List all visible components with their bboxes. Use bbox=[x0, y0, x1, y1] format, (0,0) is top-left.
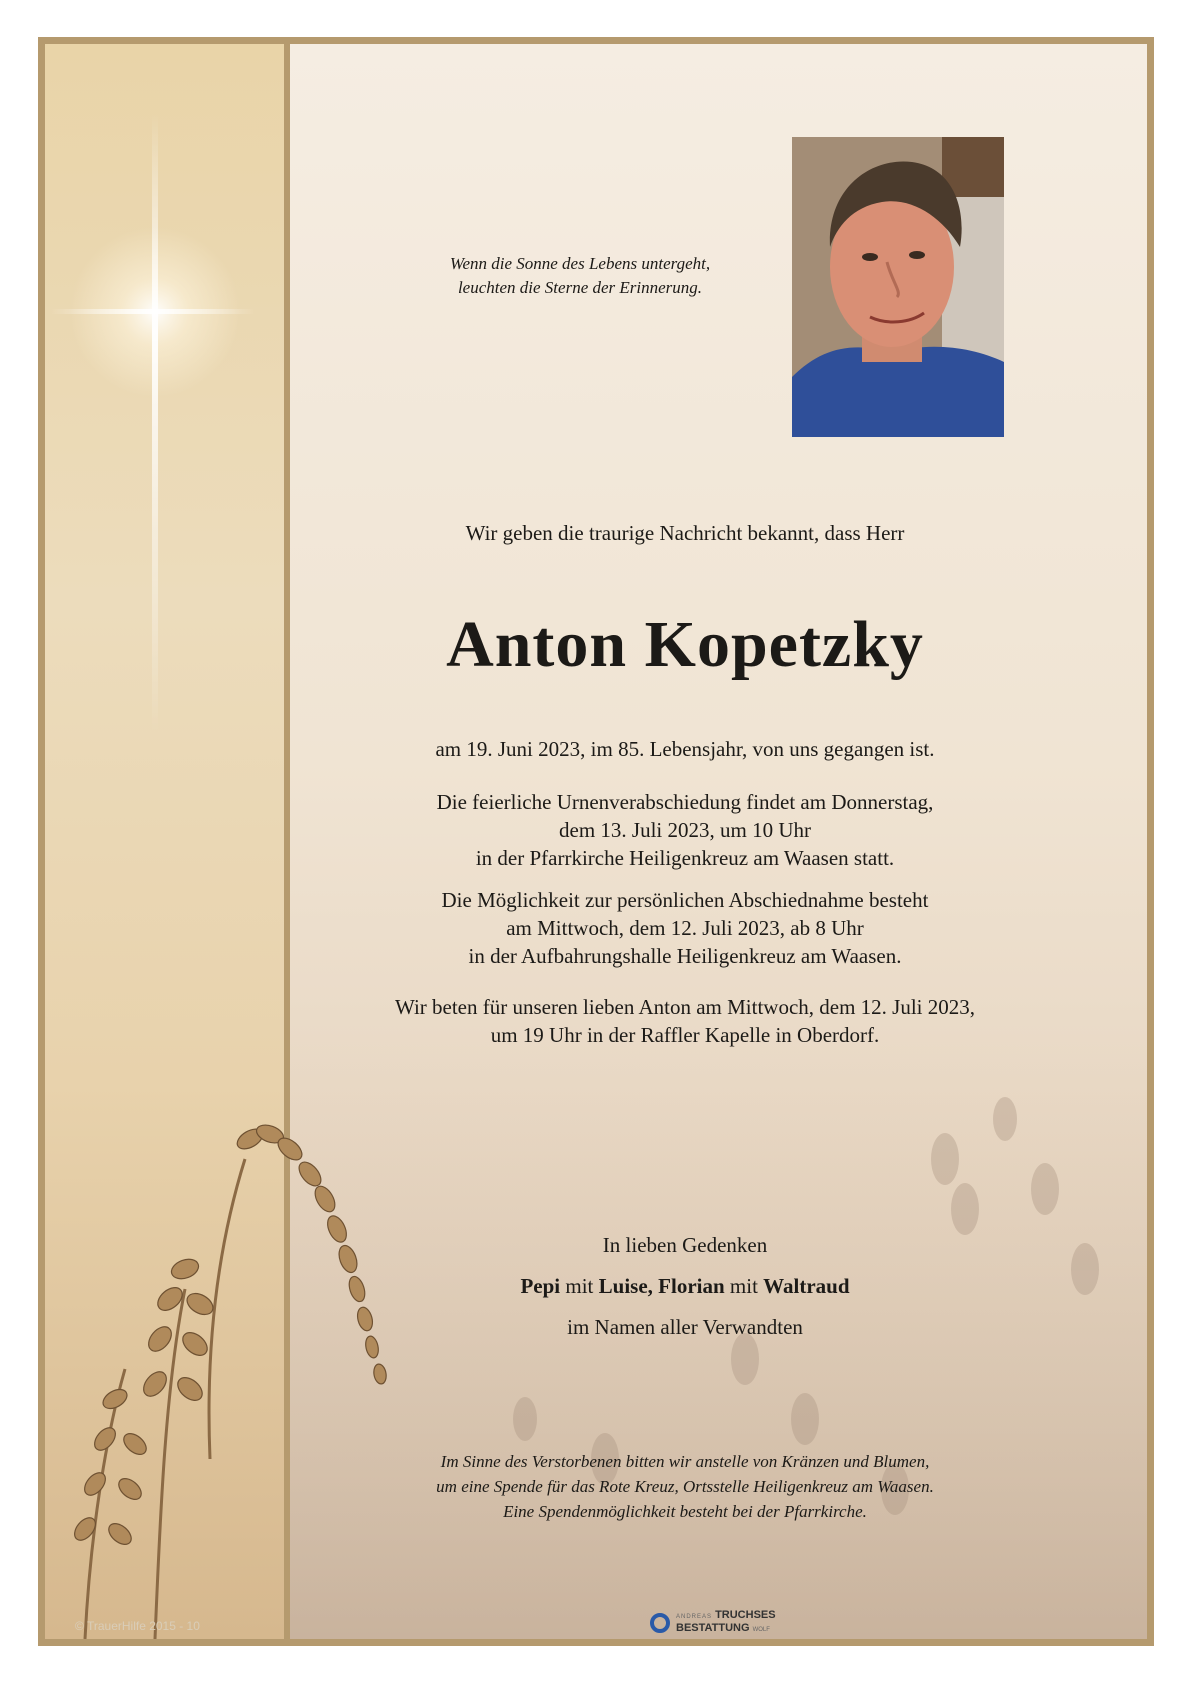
family-signature bbox=[285, 1225, 1085, 1348]
family-names bbox=[285, 1266, 1085, 1307]
prayer-info bbox=[285, 993, 1085, 1049]
logo-text bbox=[676, 1610, 776, 1636]
death-notice bbox=[285, 735, 1085, 763]
logo-prefix: ANDREAS bbox=[676, 1614, 713, 1620]
portrait-photo bbox=[792, 137, 1004, 437]
donation-line: Eine Spendenmöglichkeit besteht bei der Pfarrkirche. bbox=[503, 1502, 867, 1521]
announcement-intro: Wir geben die traurige Nachricht bekannt, dass Herr bbox=[465, 521, 905, 545]
viewing-info bbox=[285, 886, 1085, 970]
prayer-line: Wir beten für unseren lieben Anton am Mittwoch, dem 12. Juli 2023, bbox=[394, 995, 976, 1019]
family-name: Pepi bbox=[520, 1274, 561, 1298]
donation-line: Im Sinne des Verstorbenen bitten wir anstelle von Kränzen und Blumen, bbox=[440, 1452, 930, 1471]
logo-brand: TRUCHSES bbox=[715, 1609, 776, 1621]
quote-line: Wenn die Sonne des Lebens untergeht, bbox=[449, 254, 711, 273]
deceased-name: Anton Kopetzky bbox=[446, 608, 924, 681]
family-conjunction: mit bbox=[729, 1274, 758, 1298]
ceremony-line: Die feierliche Urnenverabschiedung findet am Donnerstag, bbox=[436, 790, 934, 814]
cross-light-icon bbox=[45, 44, 284, 764]
death-date-line: am 19. Juni 2023, im 85. Lebensjahr, von uns gegangen ist. bbox=[435, 737, 935, 761]
logo-suffix: WOLF bbox=[752, 1627, 770, 1633]
viewing-line: in der Aufbahrungshalle Heiligenkreuz am Waasen. bbox=[468, 944, 902, 968]
ceremony-line: dem 13. Juli 2023, um 10 Uhr bbox=[559, 818, 811, 842]
donation-line: um eine Spende für das Rote Kreuz, Ortsstelle Heiligenkreuz am Waasen. bbox=[436, 1477, 934, 1496]
funeral-home-logo bbox=[650, 1610, 776, 1636]
prayer-line: um 19 Uhr in der Raffler Kapelle in Oberdorf. bbox=[490, 1023, 880, 1047]
family-name: Waltraud bbox=[763, 1274, 850, 1298]
donation-note bbox=[285, 1449, 1085, 1524]
memorial-quote bbox=[380, 252, 780, 300]
family-conjunction: mit bbox=[565, 1274, 594, 1298]
viewing-line: Die Möglichkeit zur persönlichen Abschiednahme besteht bbox=[441, 888, 929, 912]
logo-brand: BESTATTUNG bbox=[676, 1622, 750, 1634]
viewing-line: am Mittwoch, dem 12. Juli 2023, ab 8 Uhr bbox=[506, 916, 864, 940]
ceremony-line: in der Pfarrkirche Heiligenkreuz am Waasen statt. bbox=[475, 846, 895, 870]
quote-line: leuchten die Sterne der Erinnerung. bbox=[457, 278, 703, 297]
family-footer: im Namen aller Verwandten bbox=[567, 1315, 803, 1339]
copyright-text: © TrauerHilfe 2015 - 10 bbox=[75, 1619, 200, 1633]
logo-ring-icon bbox=[650, 1613, 670, 1633]
family-name: Luise, Florian bbox=[598, 1274, 725, 1298]
family-heading: In lieben Gedenken bbox=[602, 1233, 768, 1257]
ceremony-info bbox=[285, 788, 1085, 872]
